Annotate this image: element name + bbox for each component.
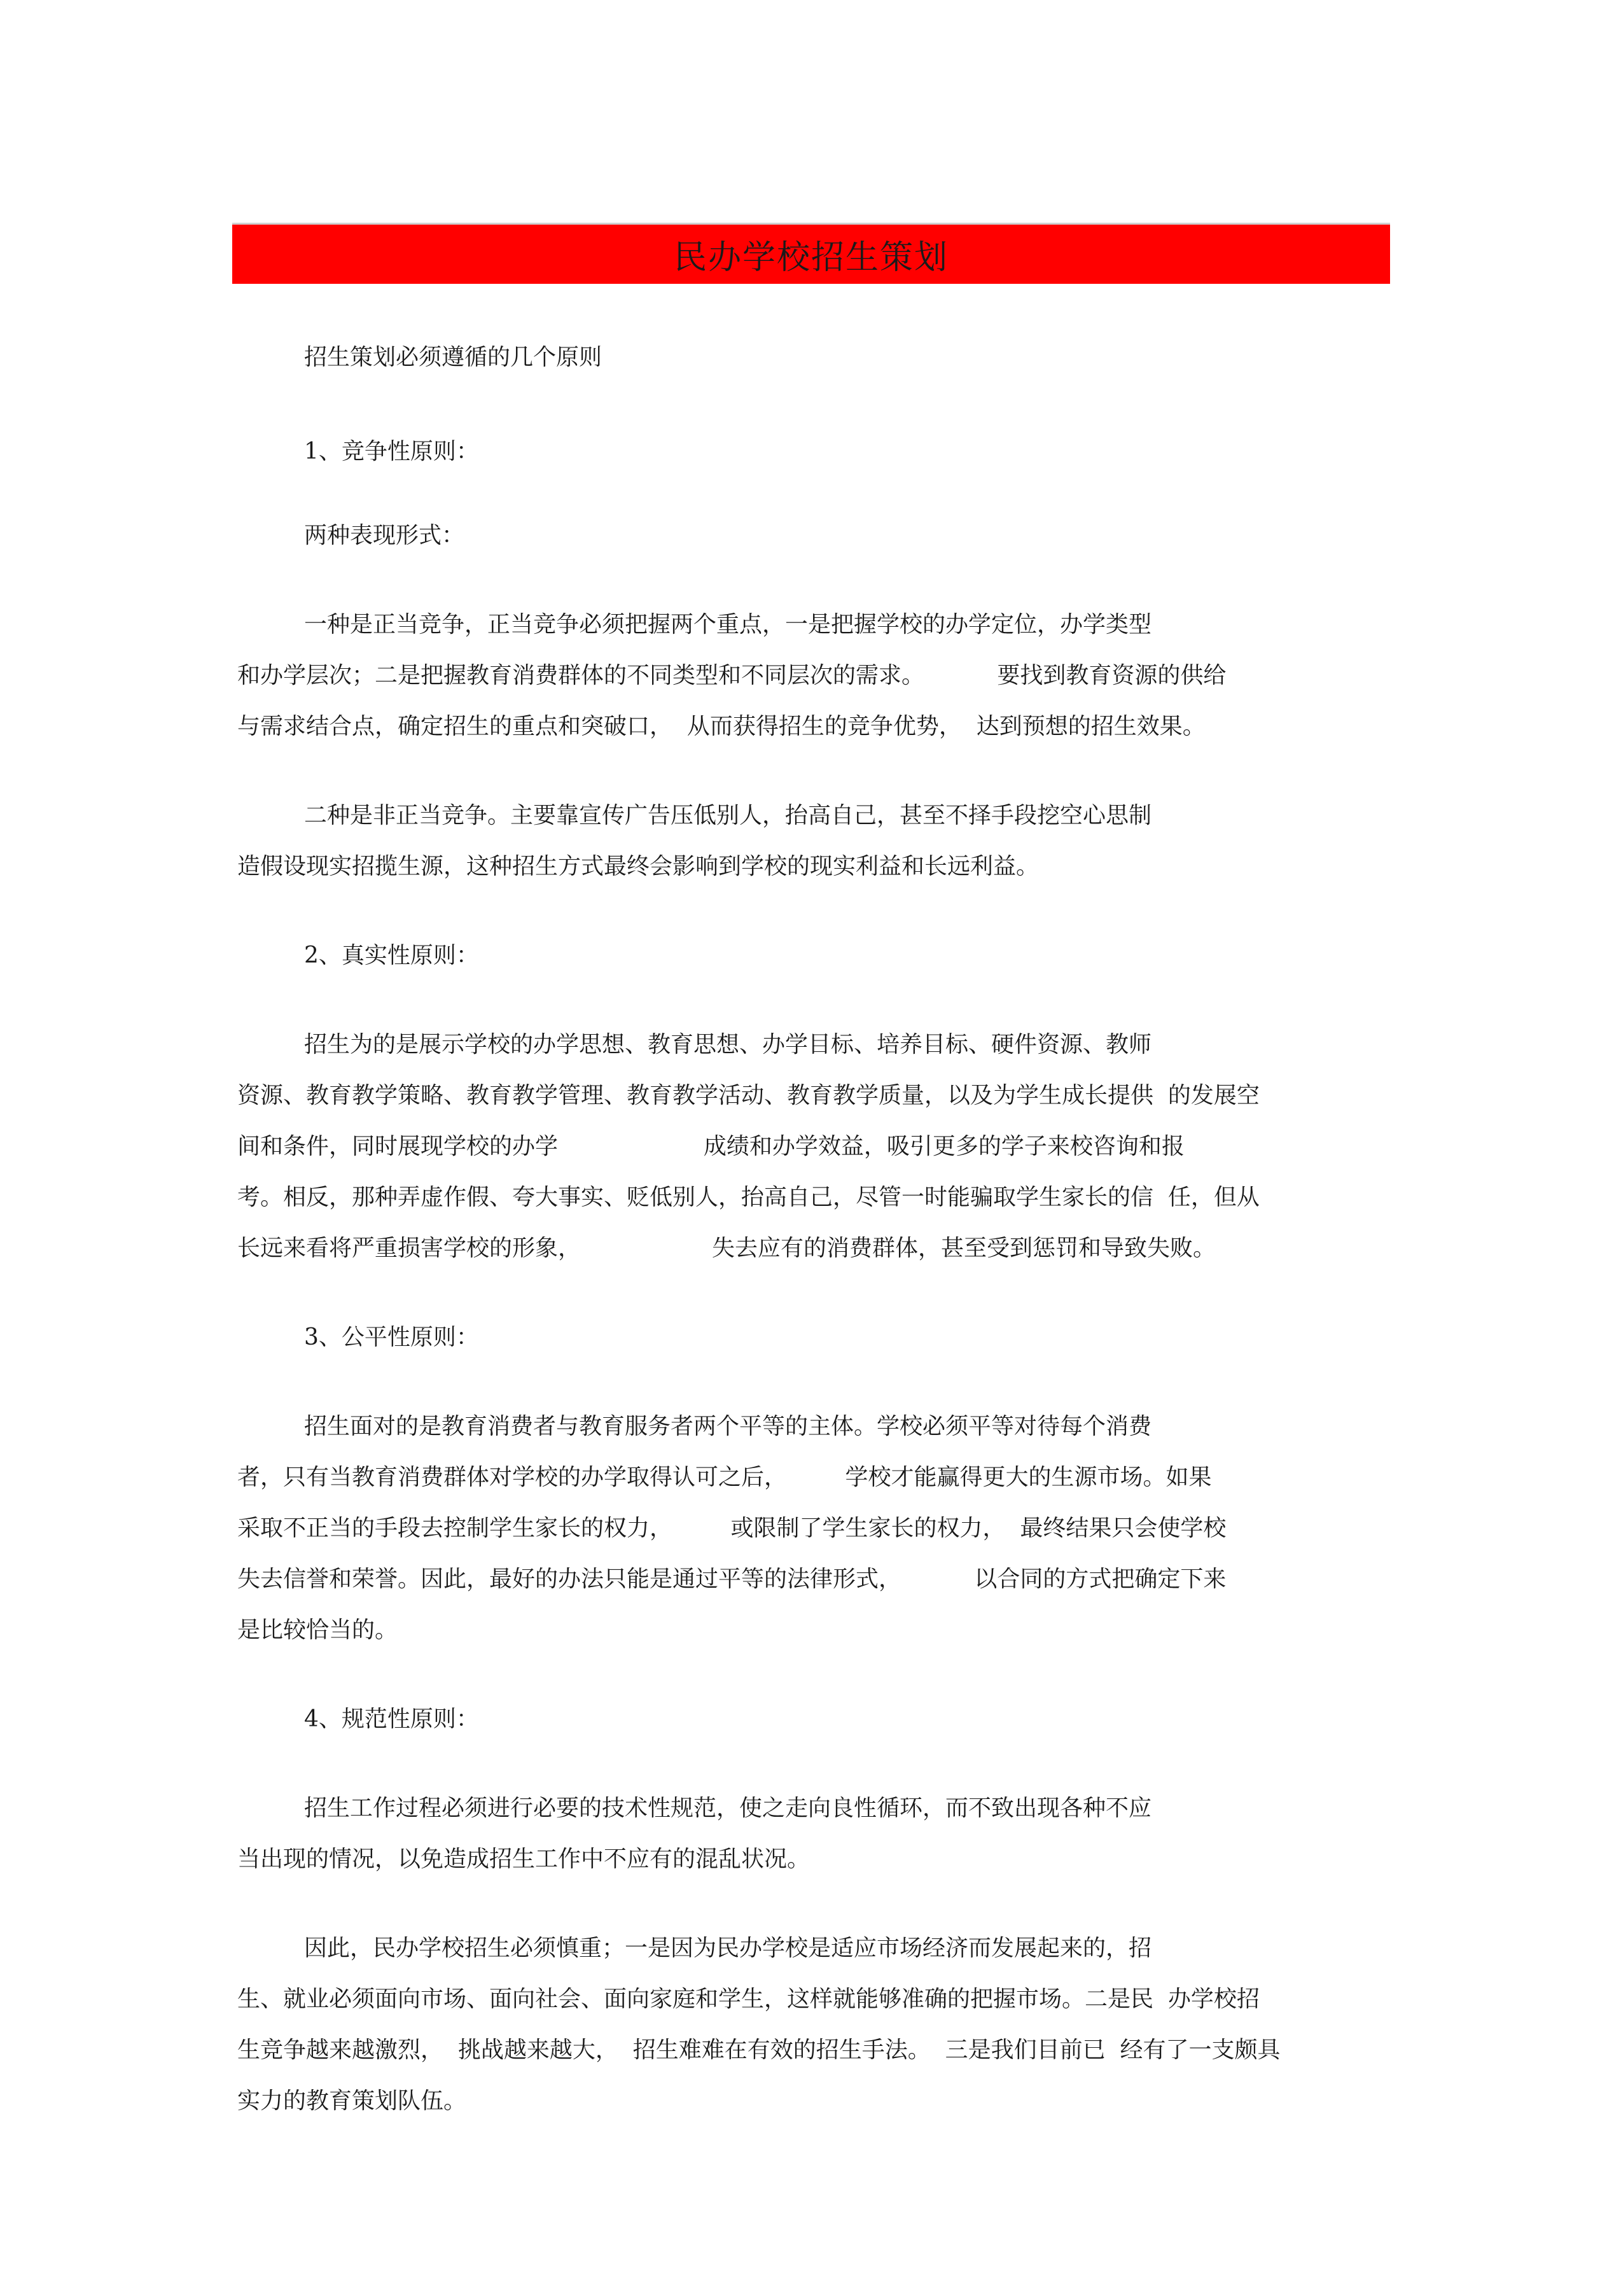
- paragraph-line: 考。相反，那种弄虚作假、夸大事实、贬低别人，抬高自己，尽管一时能骗取学生家长的信 任，但从: [237, 1184, 1260, 1210]
- paragraph-line: 长远来看将严重损害学校的形象， 失去应有的消费群体，甚至受到惩罚和导致失败。: [237, 1235, 1216, 1261]
- title-banner: [232, 223, 1390, 284]
- paragraph-line: 招生工作过程必须进行必要的技术性规范，使之走向良性循环，而不致出现各种不应: [304, 1795, 1152, 1821]
- paragraph-line: 二种是非正当竞争。主要靠宣传广告压低别人，抬高自己，甚至不择手段挖空心思制: [304, 802, 1152, 829]
- paragraph-line: 间和条件，同时展现学校的办学 成绩和办学效益，吸引更多的学子来校咨询和报: [237, 1133, 1185, 1159]
- paragraph-line: 采取不正当的手段去控制学生家长的权力， 或限制了学生家长的权力， 最终结果只会使学校: [237, 1515, 1227, 1541]
- paragraph-line: 造假设现实招揽生源，这种招生方式最终会影响到学校的现实利益和长远利益。: [237, 853, 1040, 879]
- section-heading-2: 2、真实性原则：: [304, 942, 479, 969]
- paragraph-line: 失去信誉和荣誉。因此，最好的办法只能是通过平等的法律形式， 以合同的方式把确定下来: [237, 1566, 1227, 1592]
- paragraph-line: 生竞争越来越激烈， 挑战越来越大， 招生难难在有效的招生手法。 三是我们目前已 经有了一支颇具: [237, 2037, 1281, 2063]
- paragraph-line: 招生为的是展示学校的办学思想、教育思想、办学目标、培养目标、硬件资源、教师: [304, 1032, 1152, 1058]
- paragraph-line: 与需求结合点，确定招生的重点和突破口， 从而获得招生的竞争优势， 达到预想的招生效果。: [237, 713, 1206, 739]
- section-heading-1: 1、竞争性原则：: [304, 438, 479, 465]
- paragraph-line: 生、就业必须面向市场、面向社会、面向家庭和学生，这样就能够准确的把握市场。二是民 办学校招: [237, 1986, 1260, 2012]
- paragraph-line: 当出现的情况，以免造成招生工作中不应有的混乱状况。: [237, 1846, 810, 1872]
- paragraph-line: 是比较恰当的。: [237, 1617, 398, 1643]
- paragraph-line: 和办学层次；二是把握教育消费群体的不同类型和不同层次的需求。 要找到教育资源的供给: [237, 662, 1227, 689]
- paragraph-line: 招生面对的是教育消费者与教育服务者两个平等的主体。学校必须平等对待每个消费: [304, 1413, 1152, 1439]
- paragraph-line: 因此，民办学校招生必须慎重；一是因为民办学校是适应市场经济而发展起来的，招: [304, 1935, 1152, 1961]
- paragraph-line: 资源、教育教学策略、教育教学管理、教育教学活动、教育教学质量，以及为学生成长提供 的发展空: [237, 1082, 1260, 1109]
- paragraph-line: 一种是正当竞争，正当竞争必须把握两个重点，一是把握学校的办学定位，办学类型: [304, 612, 1152, 638]
- section-heading-4: 4、规范性原则：: [304, 1706, 479, 1732]
- section-intro: 招生策划必须遵循的几个原则: [304, 344, 602, 370]
- paragraph-line: 两种表现形式：: [304, 522, 465, 549]
- section-heading-3: 3、公平性原则：: [304, 1324, 479, 1350]
- paragraph-line: 实力的教育策划队伍。: [237, 2088, 467, 2114]
- page-title: 民办学校招生策划: [673, 239, 949, 277]
- paragraph-line: 者，只有当教育消费群体对学校的办学取得认可之后， 学校才能赢得更大的生源市场。如果: [237, 1464, 1212, 1490]
